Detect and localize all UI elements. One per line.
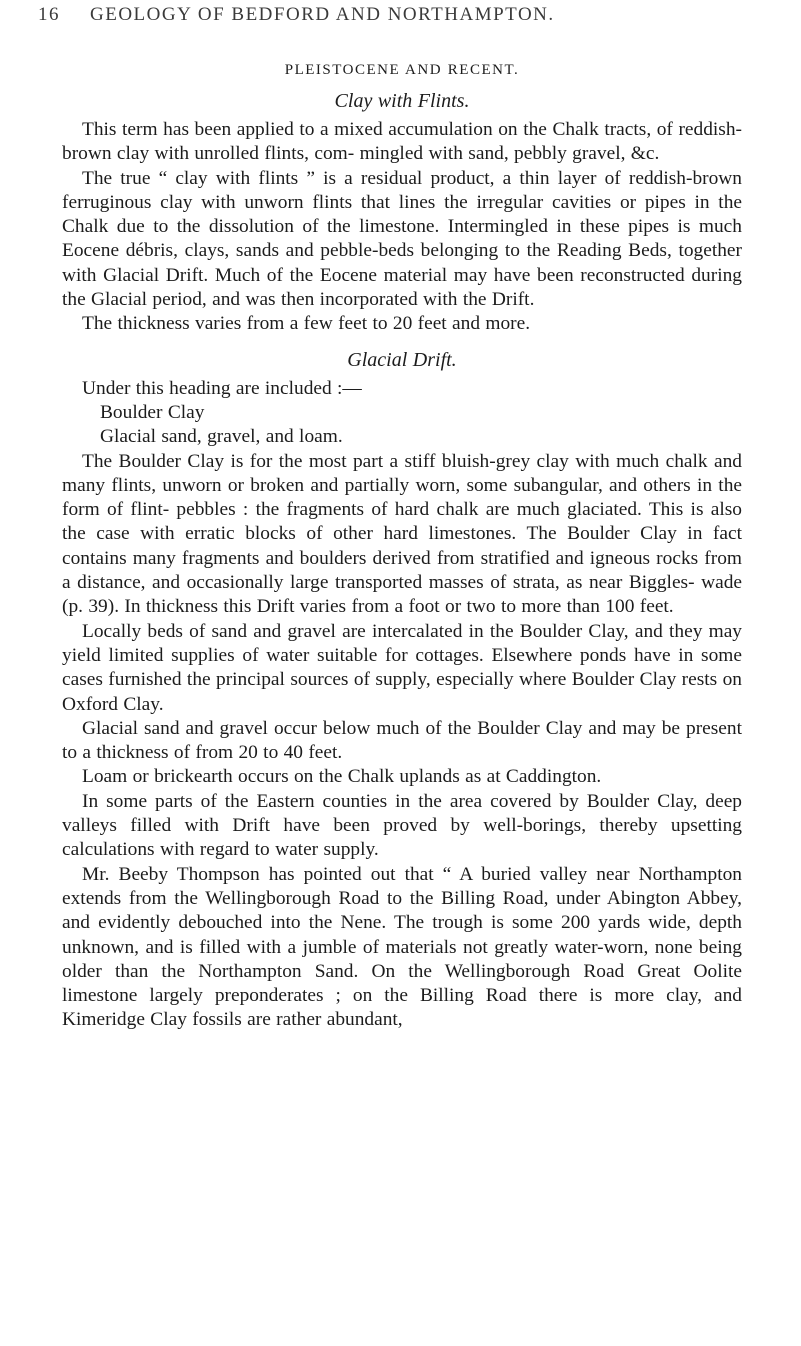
subsection-heading-clay-with-flints: Clay with Flints. <box>334 90 470 112</box>
page-number: 16 <box>38 4 60 25</box>
list-item: Boulder Clay <box>100 401 205 423</box>
subsection-heading-glacial-drift: Glacial Drift. <box>347 348 457 371</box>
paragraph: Under this heading are included :— <box>82 377 362 399</box>
body-text <box>62 60 742 1033</box>
paragraph: The Boulder Clay is for the most part a stiff bluish-grey clay with much chalk and many flints, unworn or broken and partially worn, some subangular, and others in the form of flint- pebbles : the fragments of hard chalk are much glaciated. This is also the case with erratic blocks of other hard limestones. The Boulder Clay in fact contains many fragments and boulders derived from stratified and igneous rocks from a distance, and occasionally large transported masses of strata, as near Biggles- wade (p. 39). In thickness this Drift varies from a foot or two to more than 100 feet. <box>62 450 742 618</box>
running-head <box>38 4 738 34</box>
paragraph: Loam or brickearth occurs on the Chalk uplands as at Caddington. <box>82 766 602 788</box>
section-heading: PLEISTOCENE AND RECENT. <box>284 62 520 78</box>
running-title: GEOLOGY OF BEDFORD AND NORTHAMPTON. <box>90 4 555 25</box>
paragraph: In some parts of the Eastern counties in the area covered by Boulder Clay, deep valleys filled with Drift have been proved by well-borings, thereby upsetting calculations with regard to water supply. <box>62 790 742 861</box>
list-item: Glacial sand, gravel, and loam. <box>100 426 343 448</box>
paragraph: The thickness varies from a few feet to 20 feet and more. <box>82 313 531 335</box>
paragraph: Glacial sand and gravel occur below much of the Boulder Clay and may be present to a thickness of from 20 to 40 feet. <box>62 717 742 764</box>
paragraph: The true “ clay with flints ” is a residual product, a thin layer of reddish-brown ferruginous clay with unworn flints that lines the irregular cavities or pipes in the Chalk due to the dissolution of the limestone. Intermingled in these pipes is much Eocene débris, clays, sands and pebble-beds belonging to the Reading Beds, together with Glacial Drift. Much of the Eocene material may have been reconstructed during the Glacial period, and was then incorporated with the Drift. <box>62 167 742 311</box>
paragraph: Locally beds of sand and gravel are intercalated in the Boulder Clay, and they may yield limited supplies of water suitable for cottages. Elsewhere ponds have in some cases furnished the principal sources of supply, especially where Boulder Clay rests on Oxford Clay. <box>62 620 742 715</box>
paragraph: Mr. Beeby Thompson has pointed out that “ A buried valley near Northampton extends from the Wellingborough Road to the Billing Road, under Abington Abbey, and evidently debouched into the Nene. The trough is some 200 yards wide, depth unknown, and is filled with a jumble of materials not greatly water-worn, none being older than the Northampton Sand. On the Wellingborough Road Great Oolite limestone largely preponderates ; on the Billing Road there is more clay, and Kimeridge Clay fossils are rather abundant, <box>62 863 742 1031</box>
paragraph: This term has been applied to a mixed accumulation on the Chalk tracts, of reddish-brown clay with unrolled flints, com- mingled with sand, pebbly gravel, &c. <box>62 119 742 165</box>
